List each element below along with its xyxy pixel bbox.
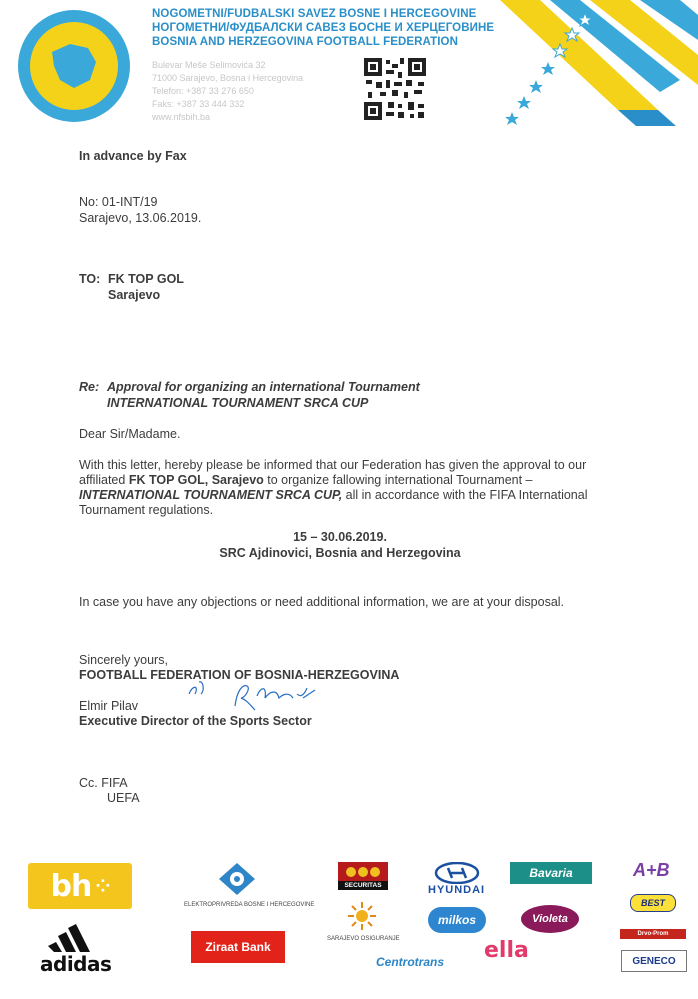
elektroprivreda-icon [218, 862, 256, 896]
violeta-logo: Violeta [521, 905, 579, 933]
handwritten-signature [185, 676, 335, 716]
address-phone: Telefon: +387 33 276 650 [152, 86, 254, 96]
hyundai-icon [434, 862, 480, 884]
cc-first: Cc. FIFA [79, 776, 128, 790]
bh-telecom-logo [28, 863, 132, 909]
closing-paragraph: In case you have any objections or need additional information, we are at your disposal. [79, 595, 565, 609]
bh-text: bh [50, 868, 92, 904]
subject-line-2: INTERNATIONAL TOURNAMENT SRCA CUP [107, 396, 369, 410]
body-paragraph-line-4: Tournament regulations. [79, 503, 214, 517]
sarajevo-osiguranje-text: SARAJEVO OSIGURANJE [327, 936, 400, 942]
cc-second: UEFA [107, 791, 140, 805]
address-fax: Faks: +387 33 444 332 [152, 99, 245, 109]
signatory-organization: FOOTBALL FEDERATION OF BOSNIA-HERZEGOVINA [79, 668, 400, 682]
centrotrans-logo: Centrotrans [376, 955, 445, 969]
federation-name-english: BOSNIA AND HERZEGOVINA FOOTBALL FEDERATION [152, 36, 458, 48]
address-city: 71000 Sarajevo, Bosna i Hercegovina [152, 73, 304, 83]
ziraat-bank-logo: Ziraat Bank [191, 931, 285, 963]
qr-code-icon [362, 56, 428, 122]
bih-map-icon [30, 22, 118, 110]
recipient-city: Sarajevo [108, 288, 161, 302]
signatory-name: Elmir Pilav [79, 699, 139, 713]
recipient-name: FK TOP GOL [108, 272, 184, 286]
adidas-logo: adidas [40, 952, 112, 976]
event-dates: 15 – 30.06.2019. [293, 530, 387, 544]
sarajevo-osiguranje-sun-icon [346, 900, 378, 932]
bavaria-logo: Bavaria [510, 862, 592, 884]
letter-place-date: Sarajevo, 13.06.2019. [79, 211, 202, 225]
geneco-logo: GENECO [621, 950, 687, 972]
advance-note: In advance by Fax [79, 149, 187, 163]
subject-line-1: Approval for organizing an international Tournament [107, 380, 420, 394]
federation-name-bosnian: NOGOMETNI/FUDBALSKI SAVEZ BOSNE I HERCEGOVINE [152, 8, 477, 20]
ella-logo: ella [484, 938, 529, 963]
elektroprivreda-text: ELEKTROPRIVREDA BOSNE I HERCEGOVINE [184, 902, 315, 908]
hyundai-logo: HYUNDAI [428, 884, 486, 896]
body-paragraph-line-1: With this letter, hereby please be informed that our Federation has given the approval to our [79, 458, 587, 472]
securitas-logo [338, 862, 388, 890]
ab-logo: A+B [633, 860, 670, 880]
address-web: www.nfsbih.ba [152, 112, 211, 122]
federation-name-cyrillic: НОГОМЕТНИ/ФУДБАЛСКИ САВЕЗ БОСНЕ И ХЕРЦЕГОВИНЕ [152, 22, 495, 34]
decorative-stars-stripes [480, 0, 698, 130]
securitas-dots-icon [338, 862, 388, 881]
event-venue: SRC Ajdinovici, Bosnia and Herzegovina [219, 546, 461, 560]
signatory-title: Executive Director of the Sports Sector [79, 714, 312, 728]
body-paragraph-line-3: INTERNATIONAL TOURNAMENT SRCA CUP, all in accordance with the FIFA International [79, 488, 588, 502]
drvo-prom-logo: Drvo-Prom [620, 929, 686, 939]
letter-number: No: 01-INT/19 [79, 195, 158, 209]
milkos-logo: milkos [428, 907, 486, 933]
best-logo: BEST [630, 894, 676, 912]
re-label: Re: [79, 380, 100, 394]
federation-logo-center [30, 22, 118, 110]
salutation: Dear Sir/Madame. [79, 427, 181, 441]
sign-off: Sincerely yours, [79, 653, 168, 667]
bh-dots-icon: ⁘ [95, 875, 110, 897]
body-paragraph-line-2: affiliated FK TOP GOL, Sarajevo to organize fallowing international Tournament – [79, 473, 533, 487]
securitas-label: SECURITAS [338, 881, 388, 890]
to-label: TO: [79, 272, 101, 286]
address-street: Bulevar Meše Selimovića 32 [152, 60, 266, 70]
